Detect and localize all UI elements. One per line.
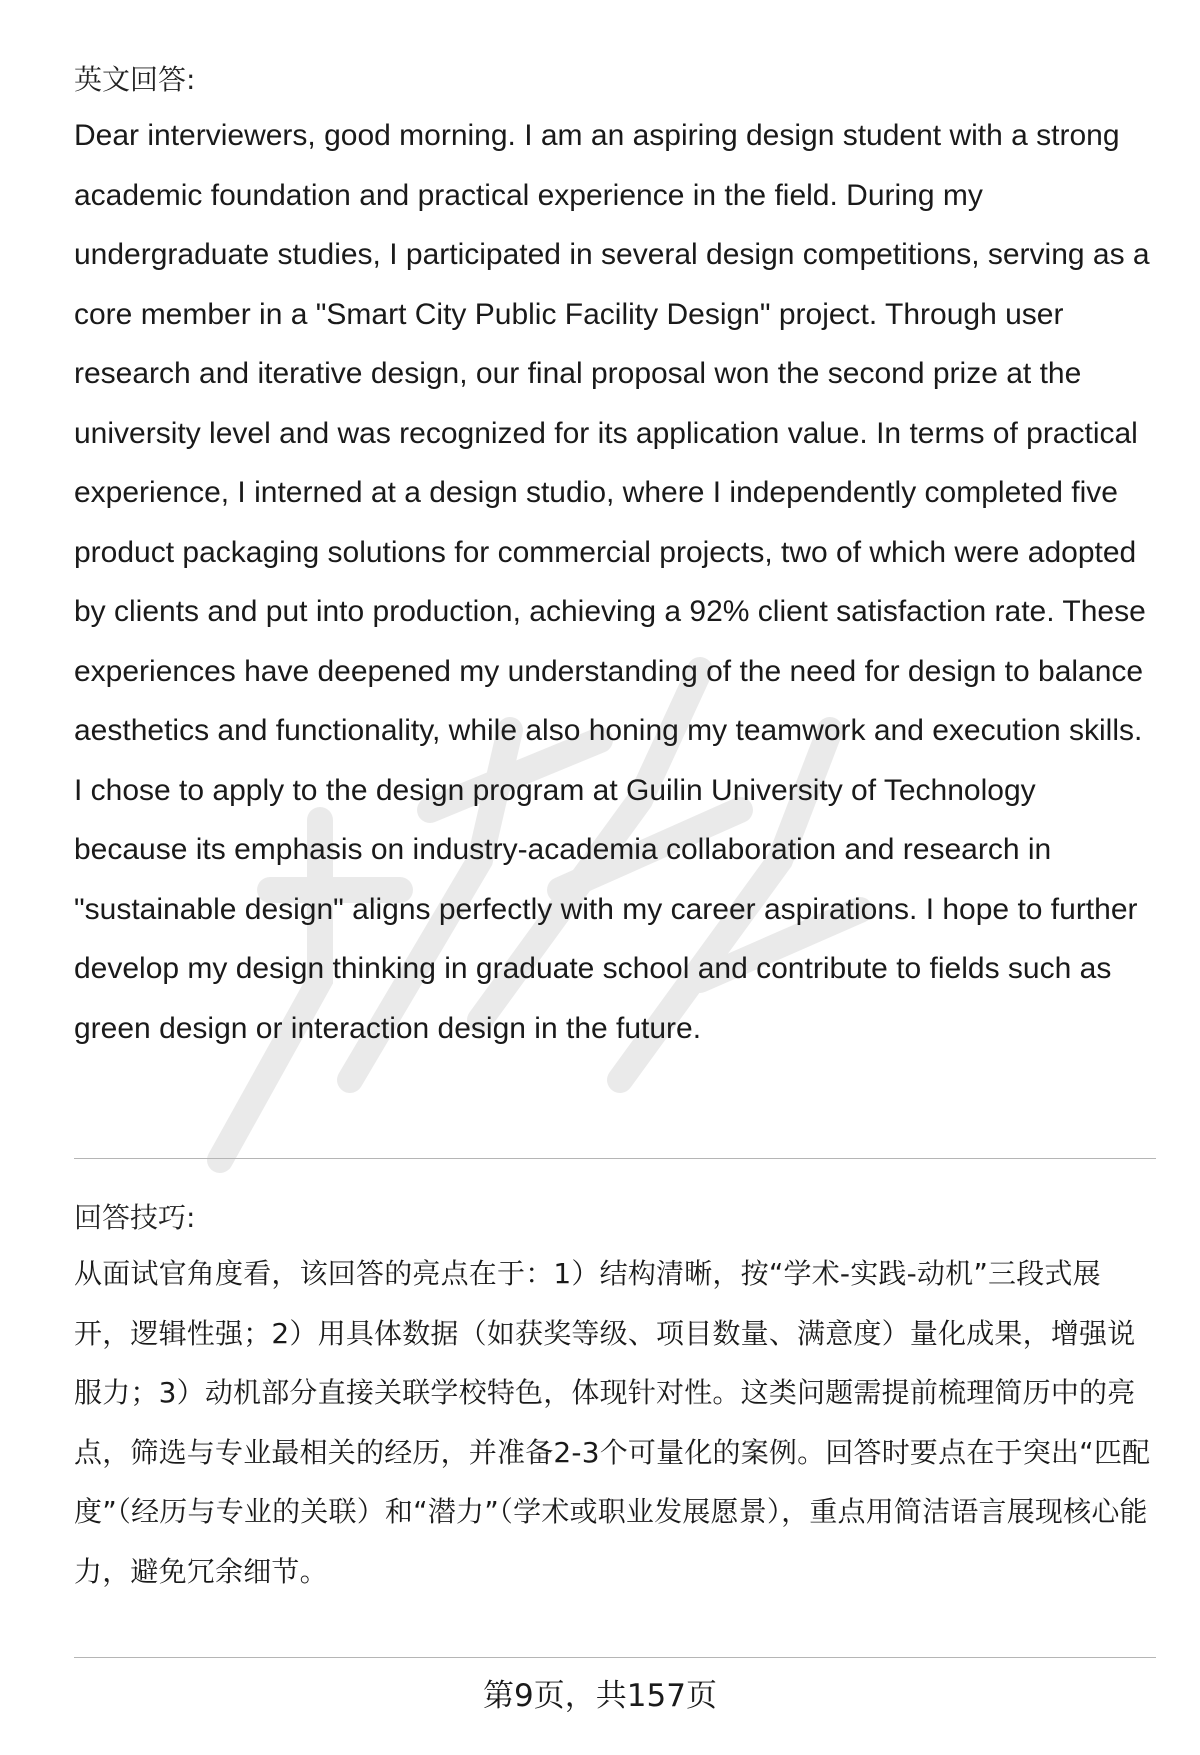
- footer-divider: [74, 1657, 1156, 1658]
- english-answer-body: Dear interviewers, good morning. I am an aspiring design student with a strong academic foundation and practical experience in the field. During my undergraduate studies, I participated in several design competitions, serving as a core member in a "Smart City Public Facility Design" project. Through user research and iterative design, our final proposal won the second prize at the university level and was recognized for its application value. In terms of practical experience, I interned at a design studio, where I independently completed five product packaging solutions for commercial projects, two of which were adopted by clients and put into production, achieving a 92% client satisfaction rate. These experiences have deepened my understanding of the need for design to balance aesthetics and functionality, while also honing my teamwork and execution skills. I chose to apply to the design program at Guilin University of Technology because its emphasis on industry-academia collaboration and research in "sustainable design" aligns perfectly with my career aspirations. I hope to further develop my design thinking in graduate school and contribute to fields such as green design or interaction design in the future.: [74, 119, 1150, 1045]
- english-answer-heading: 英文回答:: [74, 63, 196, 96]
- answer-tips-section: [74, 1198, 1156, 1601]
- page-number-label: 第9页，共157页: [483, 1678, 717, 1714]
- section-divider: [74, 1158, 1156, 1159]
- answer-tips-heading: 回答技巧:: [74, 1201, 196, 1234]
- answer-tips-body: 从面试官角度看，该回答的亮点在于：1）结构清晰，按“学术-实践-动机”三段式展开，逻辑性强；2）用具体数据（如获奖等级、项目数量、满意度）量化成果，增强说服力；3）动机部分直接关联学校特色，体现针对性。这类问题需提前梳理简历中的亮点，筛选与专业最相关的经历，并准备2-3个可量化的案例。回答时要点在于突出“匹配度”（经历与专业的关联）和“潜力”（学术或职业发展愿景），重点用简洁语言展现核心能力，避免冗余细节。: [74, 1257, 1151, 1588]
- english-answer-section: [74, 60, 1156, 1058]
